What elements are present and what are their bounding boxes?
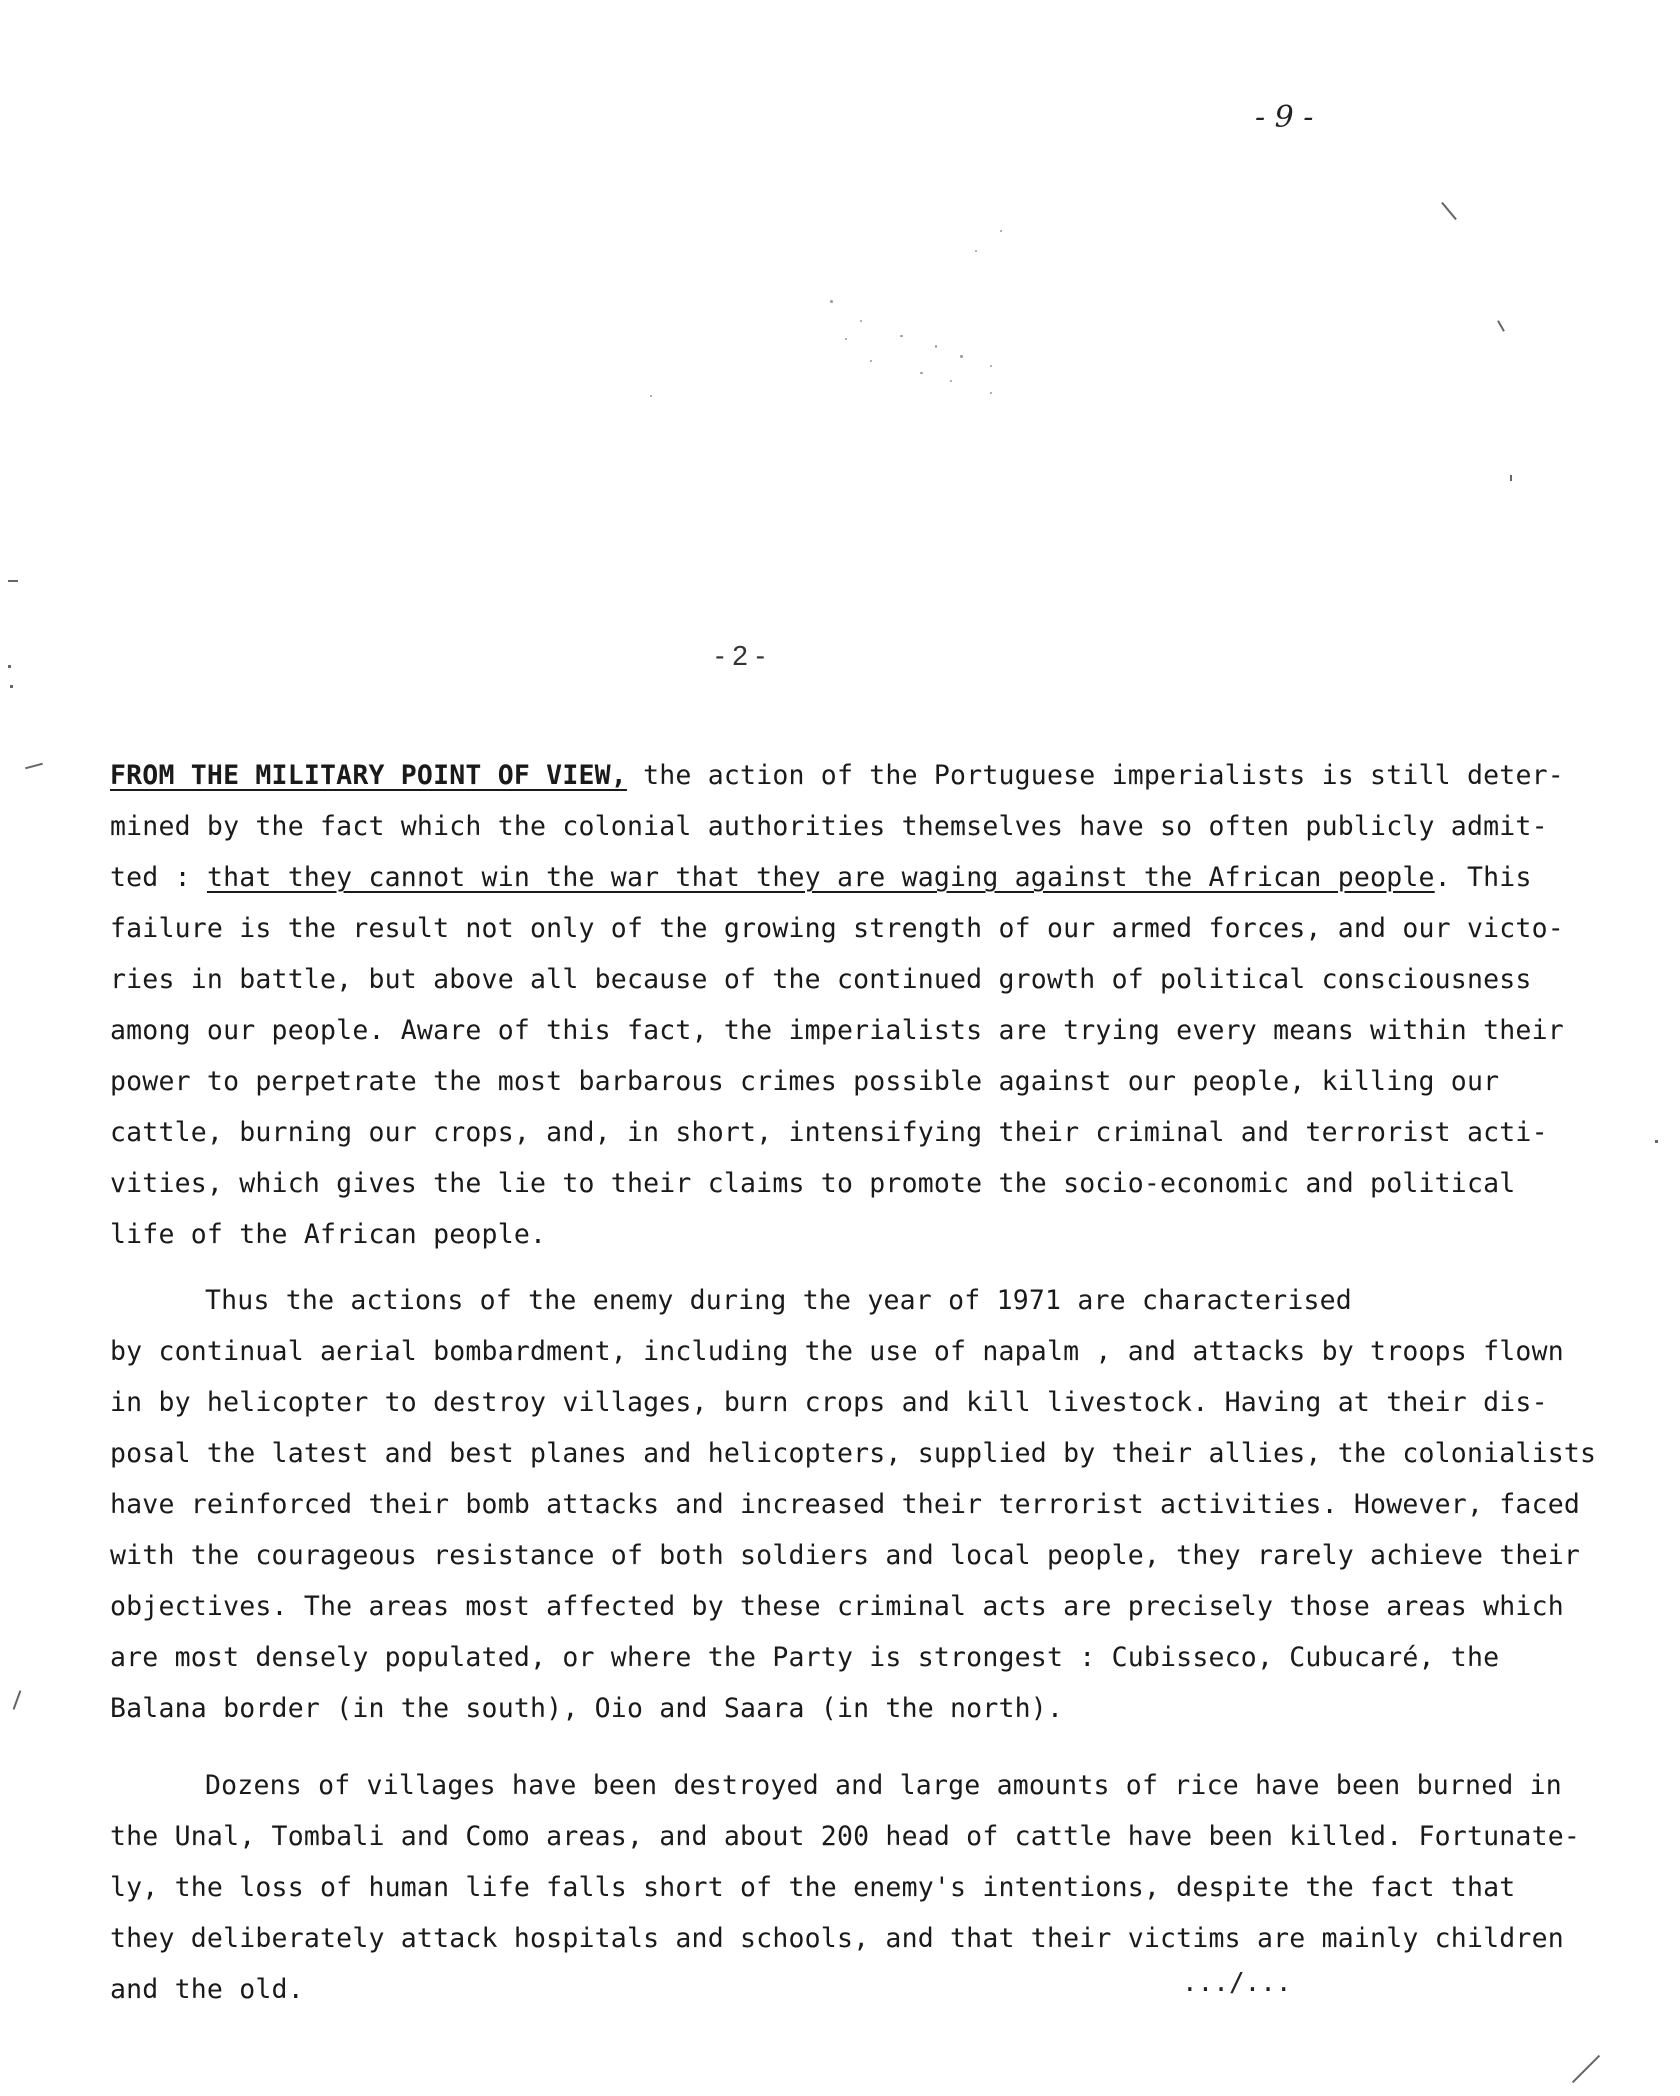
text-line bbox=[110, 1964, 1560, 2015]
text-run: cattle, burning our crops, and, in short, intensifying their criminal and terrorist acti- bbox=[110, 1117, 1548, 1148]
section-heading: FROM THE MILITARY POINT OF VIEW, bbox=[110, 760, 627, 791]
text-run: mined by the fact which the colonial authorities themselves have so often publicly admit- bbox=[110, 811, 1548, 842]
text-line bbox=[110, 903, 1564, 954]
text-run: objectives. The areas most affected by these criminal acts are precisely those areas which bbox=[110, 1591, 1564, 1622]
text-line bbox=[110, 1811, 1581, 1862]
text-line bbox=[110, 1530, 1581, 1581]
text-run: ted : bbox=[110, 862, 207, 893]
text-line bbox=[110, 1760, 1560, 1811]
top-page-number: - 9 - bbox=[1255, 100, 1314, 135]
text-run: ries in battle, but above all because of the continued growth of political consciousness bbox=[110, 964, 1532, 995]
text-run: vities, which gives the lie to their claims to promote the socio-economic and political bbox=[110, 1168, 1516, 1199]
text-run: the Unal, Tombali and Como areas, and about 200 head of cattle have been killed. Fortunate- bbox=[110, 1821, 1581, 1852]
text-run: with the courageous resistance of both soldiers and local people, they rarely achieve their bbox=[110, 1540, 1581, 1571]
text-run: have reinforced their bomb attacks and increased their terrorist activities. However, faced bbox=[110, 1489, 1581, 1520]
text-run: Thus the actions of the enemy during the year of 1971 are characterised bbox=[205, 1285, 1352, 1316]
text-run: . This bbox=[1434, 862, 1532, 893]
text-run: by continual aerial bombardment, including the use of napalm , and attacks by troops flown bbox=[110, 1336, 1564, 1367]
text-line bbox=[110, 1862, 1560, 1913]
text-line bbox=[110, 954, 1560, 1005]
text-line bbox=[110, 852, 1560, 903]
text-run: the action of the Portuguese imperialists is still deter- bbox=[626, 760, 1564, 791]
text-run: and the old. bbox=[110, 1974, 304, 2005]
underlined-phrase: that they cannot win the war that they are waging against the African people bbox=[206, 862, 1435, 893]
text-line bbox=[110, 1913, 1564, 1964]
text-line bbox=[110, 1377, 1560, 1428]
text-run: they deliberately attack hospitals and schools, and that their victims are mainly children bbox=[110, 1923, 1564, 1954]
text-run: ly, the loss of human life falls short of the enemy's intentions, despite the fact that bbox=[110, 1872, 1516, 1903]
paragraph-villages-destroyed bbox=[110, 1760, 1581, 2015]
text-line bbox=[110, 1209, 1560, 1260]
text-line bbox=[110, 1326, 1564, 1377]
text-run: Dozens of villages have been destroyed and large amounts of rice have been burned in bbox=[205, 1770, 1562, 1801]
text-line bbox=[110, 1158, 1560, 1209]
text-line bbox=[110, 1056, 1560, 1107]
text-run: Balana border (in the south), Oio and Saara (in the north). bbox=[110, 1693, 1064, 1724]
text-run: in by helicopter to destroy villages, burn crops and kill livestock. Having at their dis- bbox=[110, 1387, 1548, 1418]
text-run: posal the latest and best planes and helicopters, supplied by their allies, the colonialists bbox=[110, 1438, 1597, 1469]
paragraph-military-view bbox=[110, 750, 1564, 1260]
text-run: failure is the result not only of the growing strength of our armed forces, and our victo- bbox=[110, 913, 1564, 944]
text-line bbox=[110, 1683, 1560, 1734]
text-run: power to perpetrate the most barbarous crimes possible against our people, killing our bbox=[110, 1066, 1500, 1097]
text-line bbox=[110, 801, 1560, 852]
continuation-mark: .../... bbox=[1182, 1968, 1292, 1998]
text-line bbox=[110, 1107, 1560, 1158]
text-line bbox=[110, 1479, 1581, 1530]
text-line bbox=[110, 1581, 1564, 1632]
text-line bbox=[110, 1275, 1560, 1326]
text-line bbox=[110, 750, 1564, 801]
paragraph-enemy-actions bbox=[110, 1275, 1597, 1734]
text-run: among our people. Aware of this fact, the imperialists are trying every means within their bbox=[110, 1015, 1564, 1046]
text-run: life of the African people. bbox=[110, 1219, 547, 1250]
text-line bbox=[110, 1632, 1560, 1683]
text-line bbox=[110, 1005, 1564, 1056]
text-line bbox=[110, 1428, 1597, 1479]
mid-page-number: - 2 - bbox=[715, 640, 765, 671]
text-run: are most densely populated, or where the Party is strongest : Cubisseco, Cubucaré, the bbox=[110, 1642, 1500, 1673]
